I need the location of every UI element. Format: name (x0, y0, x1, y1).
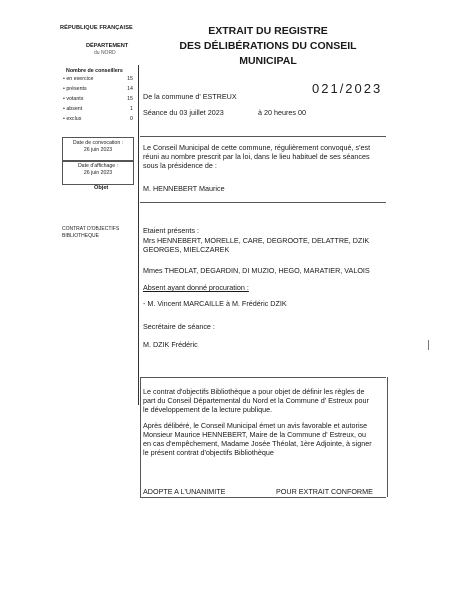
affichage-date: 26 juin 2023 (83, 170, 113, 176)
count-row-exercice (63, 76, 133, 82)
registration-number: 021/2023 (312, 81, 383, 96)
intro-line: Le Conseil Municipal de cette commune, régulièrement convoqué, s'est (143, 143, 371, 152)
count-row-presents (63, 86, 133, 92)
decision-line: le présent contrat d'objectifs Bibliothèque (143, 448, 274, 457)
intro-line: sous la présidence de : (143, 161, 217, 170)
title-line-3: MUNICIPAL (239, 55, 297, 67)
departement-label: DÉPARTEMENT (86, 43, 129, 49)
intro-paragraph (143, 143, 370, 170)
adopte-label: ADOPTE A L'UNANIMITE (143, 487, 226, 496)
margin-mark (428, 340, 429, 350)
extrait-label: POUR EXTRAIT CONFORME (276, 487, 373, 496)
title-line-1: EXTRAIT DU REGISTRE (208, 25, 328, 37)
decision-line: en cas d'empêchement, Madame Josée Théolat, 1ère Adjointe, à signer (143, 439, 372, 448)
divider-line (140, 136, 386, 137)
commune-line: De la commune d' ESTREUX (143, 92, 237, 101)
count-label: • votants (63, 96, 84, 102)
affichage-box (62, 160, 134, 185)
count-label: • présents (63, 86, 87, 92)
seance-time: à 20 heures 00 (258, 108, 306, 117)
objet-label: Objet (94, 185, 109, 191)
count-label: • en exercice (63, 76, 94, 82)
decision-paragraph-2 (143, 421, 372, 457)
title-line-2: DES DÉLIBÉRATIONS DU CONSEIL (179, 40, 357, 52)
contrat-label: CONTRAT D'OBJECTIFS BIBLIOTHEQUE (62, 226, 120, 239)
procuration-label: Absent ayant donné procuration : (143, 283, 249, 292)
presents-line: Mrs HENNEBERT, MORELLE, CARE, DEGROOTE, DELATTRE, DZIK (143, 236, 370, 245)
count-label: • absent (63, 106, 83, 112)
secretaire-name: M. DZIK Frédéric (143, 340, 198, 349)
procuration-line: - M. Vincent MARCAILLE à M. Frédéric DZIK (143, 299, 287, 308)
seance-line: Séance du 03 juillet 2023 (143, 108, 224, 117)
count-label: • exclus (63, 116, 82, 122)
column-divider (138, 65, 139, 405)
decision-bottom-line (140, 497, 386, 498)
departement-name: du NORD (94, 50, 116, 56)
decision-line: le développement de la lecture publique. (143, 405, 273, 414)
decision-paragraph-1 (143, 387, 369, 414)
affichage-label: Date d'affichage : (77, 163, 119, 169)
divider-line (140, 202, 386, 203)
count-value: 0 (130, 116, 133, 122)
presents-label: Etaient présents : (143, 226, 199, 235)
count-value: 15 (127, 96, 133, 102)
president-name: M. HENNEBERT Maurice (143, 184, 225, 193)
count-value: 14 (127, 86, 133, 92)
presents-line: GEORGES, MIELCZAREK (143, 245, 230, 254)
decision-line: Monsieur Maurice HENNEBERT, Maire de la Commune d' Estreux, ou (143, 430, 366, 439)
decision-line: part du Conseil Départemental du Nord et la Commune d' Estreux pour (143, 396, 369, 405)
counts-title: Nombre de conseillers (66, 68, 123, 74)
intro-line: réuni au nombre prescrit par la loi, dans le lieu habituel de ses séances (143, 152, 370, 161)
convocation-date: 26 juin 2023 (83, 147, 113, 153)
count-value: 15 (127, 76, 133, 82)
document-title (158, 24, 378, 69)
count-value: 1 (130, 106, 133, 112)
republique-label: RÉPUBLIQUE FRANÇAISE (60, 25, 133, 31)
count-row-exclus (63, 116, 133, 122)
presents-mrs (143, 236, 369, 254)
convocation-label: Date de convocation : (72, 140, 124, 146)
decision-line: Après délibéré, le Conseil Municipal émet un avis favorable et autorise (143, 421, 368, 430)
count-row-absent (63, 106, 133, 112)
presents-mmes: Mmes THEOLAT, DEGARDIN, DI MUZIO, HEGO, MARATIER, VALOIS (143, 266, 370, 275)
convocation-box (62, 137, 134, 162)
secretaire-label: Secrétaire de séance : (143, 322, 215, 331)
decision-line: Le contrat d'objectifs Bibliothèque a pour objet de définir les règles de (143, 387, 365, 396)
count-row-votants (63, 96, 133, 102)
